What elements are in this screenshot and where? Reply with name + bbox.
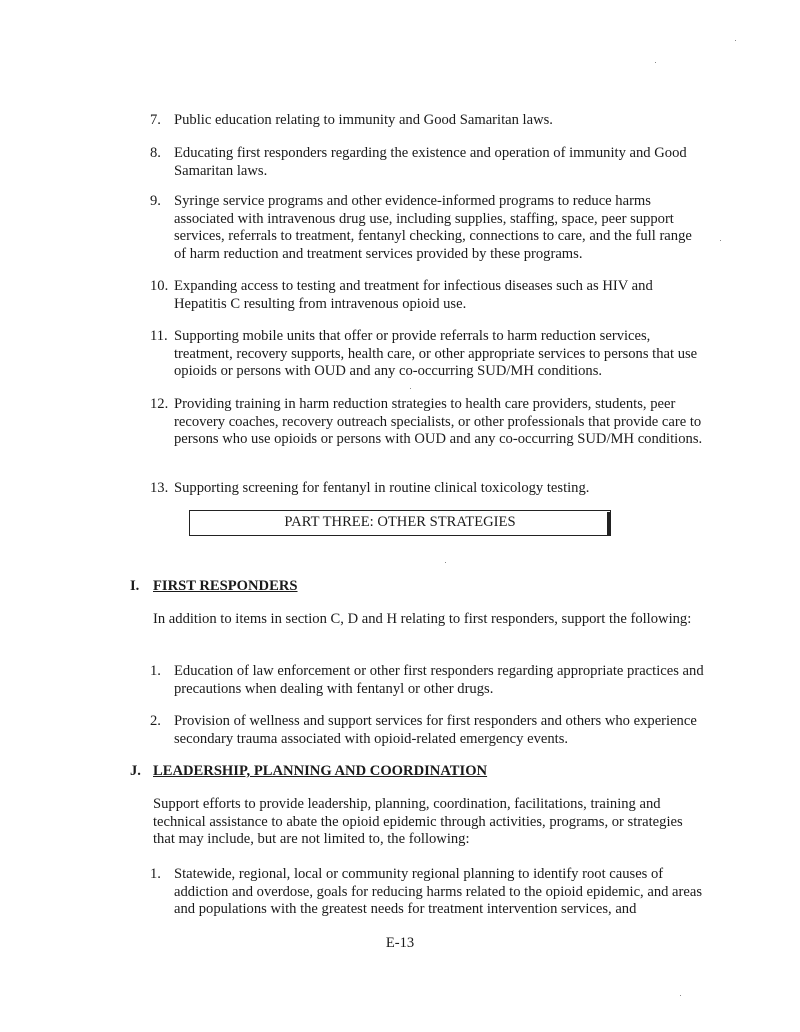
section-title: LEADERSHIP, PLANNING AND COORDINATION <box>153 763 488 779</box>
section-letter: I. <box>130 578 140 594</box>
list-item-number: 10. <box>150 278 169 294</box>
scan-speck <box>720 240 721 241</box>
list-item-number: 8. <box>150 145 161 161</box>
scan-speck <box>655 62 656 63</box>
scan-speck <box>410 388 411 389</box>
list-item-text: Public education relating to immunity and Good Samaritan laws. <box>174 112 553 128</box>
scan-speck <box>445 562 446 563</box>
list-item-text: Supporting screening for fentanyl in routine clinical toxicology testing. <box>174 480 590 496</box>
page-number: E-13 <box>385 935 415 951</box>
list-item-text: Providing training in harm reduction strategies to health care providers, students, peer recovery coaches, recovery outreach specialists, or other professionals that provide care to persons who use opioids or persons with OUD and any co-occurring SUD/MH conditions. <box>174 396 703 448</box>
part-heading: PART THREE: OTHER STRATEGIES <box>284 514 516 530</box>
list-item <box>150 145 705 180</box>
list-item <box>150 866 705 919</box>
list-item-number: 7. <box>150 112 161 128</box>
part-heading-box-shadow <box>607 512 610 536</box>
list-item <box>150 480 705 498</box>
list-item-text: Education of law enforcement or other first responders regarding appropriate practices and precautions when dealing with fentanyl or other drugs. <box>174 663 704 697</box>
section-heading <box>130 763 487 781</box>
list-item-number: 9. <box>150 193 161 209</box>
list-item <box>150 112 705 130</box>
list-item <box>150 328 705 381</box>
section-letter: J. <box>130 763 141 779</box>
list-item-text: Syringe service programs and other evidence-informed programs to reduce harms associated with intravenous drug use, including supplies, staffing, space, peer support services, referrals to treatment, fentanyl checking, connections to care, and the full range of harm reduction and treatment services provided by these programs. <box>174 193 692 262</box>
list-item-number: 13. <box>150 480 169 496</box>
list-item-number: 2. <box>150 713 161 729</box>
scan-speck <box>680 995 681 996</box>
section-heading <box>130 578 298 596</box>
part-heading-box <box>189 510 611 536</box>
scan-speck <box>735 40 736 41</box>
section-title: FIRST RESPONDERS <box>153 578 298 594</box>
list-item <box>150 663 705 698</box>
list-item <box>150 713 705 748</box>
list-item-text: Provision of wellness and support services for first responders and others who experience secondary trauma associated with opioid-related emergency events. <box>174 713 697 747</box>
list-item <box>150 278 705 313</box>
list-item-number: 11. <box>150 328 168 344</box>
section-intro: In addition to items in section C, D and H relating to first responders, support the following: <box>153 611 692 627</box>
list-item-number: 1. <box>150 663 161 679</box>
list-item-text: Expanding access to testing and treatment for infectious diseases such as HIV and Hepatitis C resulting from intravenous opioid use. <box>174 278 653 312</box>
list-item-text: Supporting mobile units that offer or provide referrals to harm reduction services, treatment, recovery supports, health care, or other appropriate services to persons that use opioids or persons with OUD and any co-occurring SUD/MH conditions. <box>174 328 698 380</box>
list-item <box>150 193 705 263</box>
list-item-number: 12. <box>150 396 169 412</box>
list-item-text: Statewide, regional, local or community regional planning to identify root causes of addiction and overdose, goals for reducing harms related to the opioid epidemic, and areas and populations with the greatest needs for treatment intervention services, and <box>174 866 703 918</box>
list-item-text: Educating first responders regarding the existence and operation of immunity and Good Samaritan laws. <box>174 145 687 179</box>
list-item-number: 1. <box>150 866 161 882</box>
section-intro: Support efforts to provide leadership, planning, coordination, facilitations, training and technical assistance to abate the opioid epidemic through activities, programs, or strategies that may include, but are not limited to, the following: <box>153 796 683 848</box>
list-item <box>150 396 705 449</box>
